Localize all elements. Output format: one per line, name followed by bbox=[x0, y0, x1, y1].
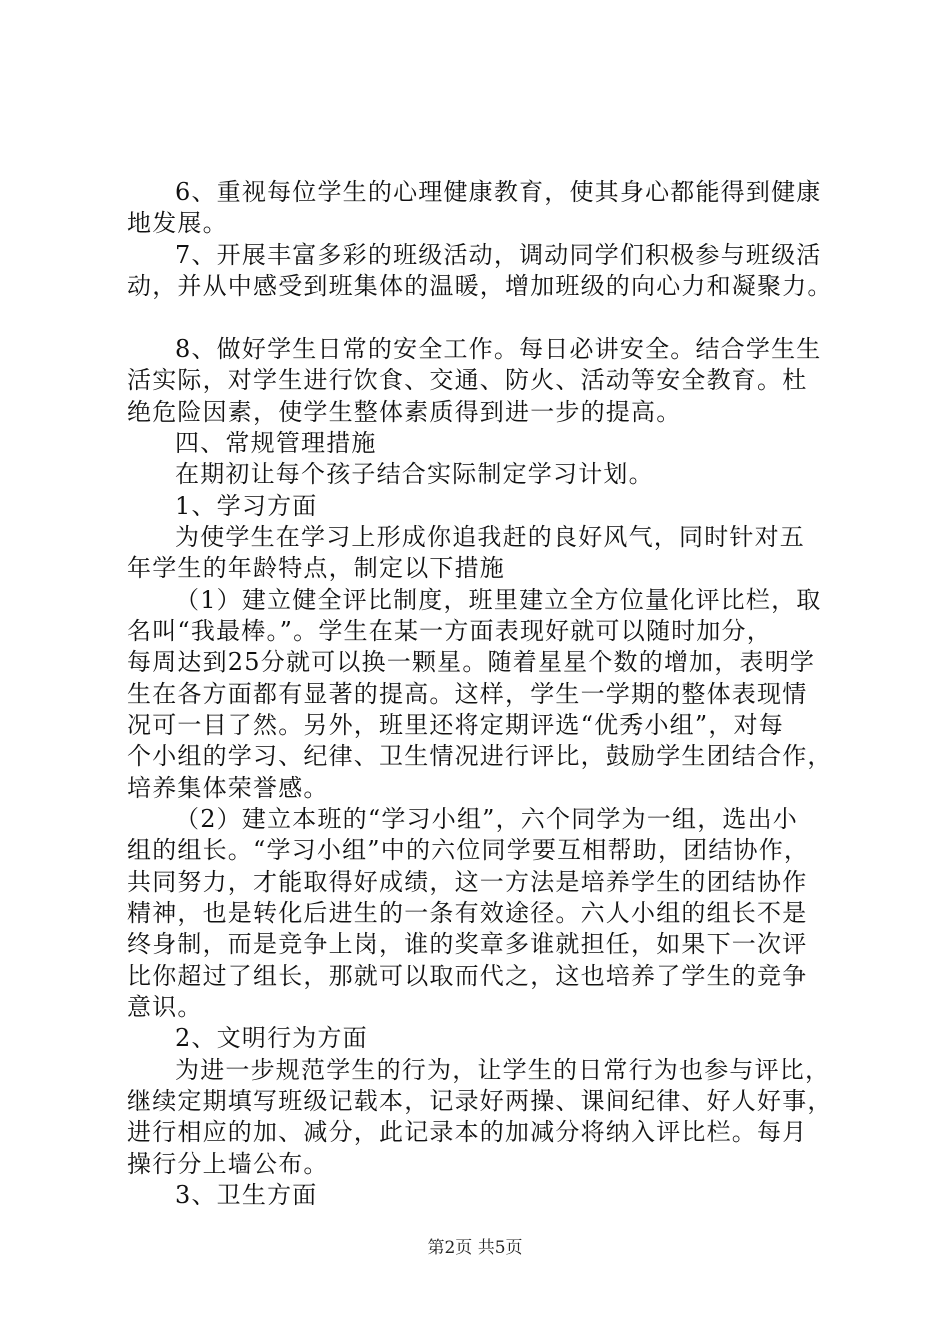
text-line: 进行相应的加、减分，此记录本的加减分将纳入评比栏。每月 bbox=[127, 1118, 808, 1146]
text-line: 在期初让每个孩子结合实际制定学习计划。 bbox=[175, 460, 654, 488]
text-line: 动，并从中感受到班集体的温暖，增加班级的向心力和凝聚力。 bbox=[127, 272, 833, 300]
text-line: 操行分上墙公布。 bbox=[127, 1150, 329, 1178]
section-heading: 四、常规管理措施 bbox=[175, 429, 377, 457]
text-line: 比你超过了组长，那就可以取而代之，这也培养了学生的竞争 bbox=[127, 962, 808, 990]
text-line: 精神，也是转化后进生的一条有效途径。六人小组的组长不是 bbox=[127, 899, 808, 927]
page-footer: 第2页 共5页 bbox=[427, 1238, 523, 1258]
text-line: 活实际，对学生进行饮食、交通、防火、活动等安全教育。杜 bbox=[127, 366, 808, 394]
text-line: 6、重视每位学生的心理健康教育，使其身心都能得到健康 bbox=[175, 178, 822, 206]
text-line: 培养集体荣誉感。 bbox=[127, 774, 329, 802]
text-line: 7、开展丰富多彩的班级活动，调动同学们积极参与班级活 bbox=[175, 241, 822, 269]
text-line: 况可一目了然。另外，班里还将定期评选“优秀小组”，对每 bbox=[127, 711, 784, 739]
text-line: 终身制，而是竞争上岗，谁的奖章多谁就担任，如果下一次评 bbox=[127, 930, 808, 958]
text-line: 继续定期填写班级记载本，记录好两操、课间纪律、好人好事， bbox=[127, 1087, 833, 1115]
text-line: （2）建立本班的“学习小组”，六个同学为一组，选出小 bbox=[175, 805, 799, 833]
subsection-heading: 3、卫生方面 bbox=[175, 1181, 318, 1209]
text-line: 生在各方面都有显著的提高。这样，学生一学期的整体表现情 bbox=[127, 680, 808, 708]
text-line: 为进一步规范学生的行为，让学生的日常行为也参与评比， bbox=[175, 1056, 831, 1084]
text-line: 年学生的年龄特点，制定以下措施 bbox=[127, 554, 505, 582]
text-line: 组的组长。“学习小组”中的六位同学要互相帮助，团结协作， bbox=[127, 836, 810, 864]
subsection-heading: 1、学习方面 bbox=[175, 492, 318, 520]
text-line: 每周达到25分就可以换一颗星。随着星星个数的增加，表明学 bbox=[127, 648, 816, 676]
text-line: 名叫“我最棒。”。学生在某一方面表现好就可以随时加分， bbox=[127, 617, 772, 645]
text-line: 个小组的学习、纪律、卫生情况进行评比，鼓励学生团结合作， bbox=[127, 742, 833, 770]
text-line: （1）建立健全评比制度，班里建立全方位量化评比栏，取 bbox=[175, 586, 822, 614]
text-line: 绝危险因素，使学生整体素质得到进一步的提高。 bbox=[127, 398, 682, 426]
text-line: 地发展。 bbox=[127, 209, 228, 237]
text-line: 意识。 bbox=[127, 993, 203, 1021]
text-line: 共同努力，才能取得好成绩，这一方法是培养学生的团结协作 bbox=[127, 868, 808, 896]
text-line: 8、做好学生日常的安全工作。每日必讲安全。结合学生生 bbox=[175, 335, 822, 363]
subsection-heading: 2、文明行为方面 bbox=[175, 1024, 368, 1052]
text-line: 为使学生在学习上形成你追我赶的良好风气，同时针对五 bbox=[175, 523, 805, 551]
